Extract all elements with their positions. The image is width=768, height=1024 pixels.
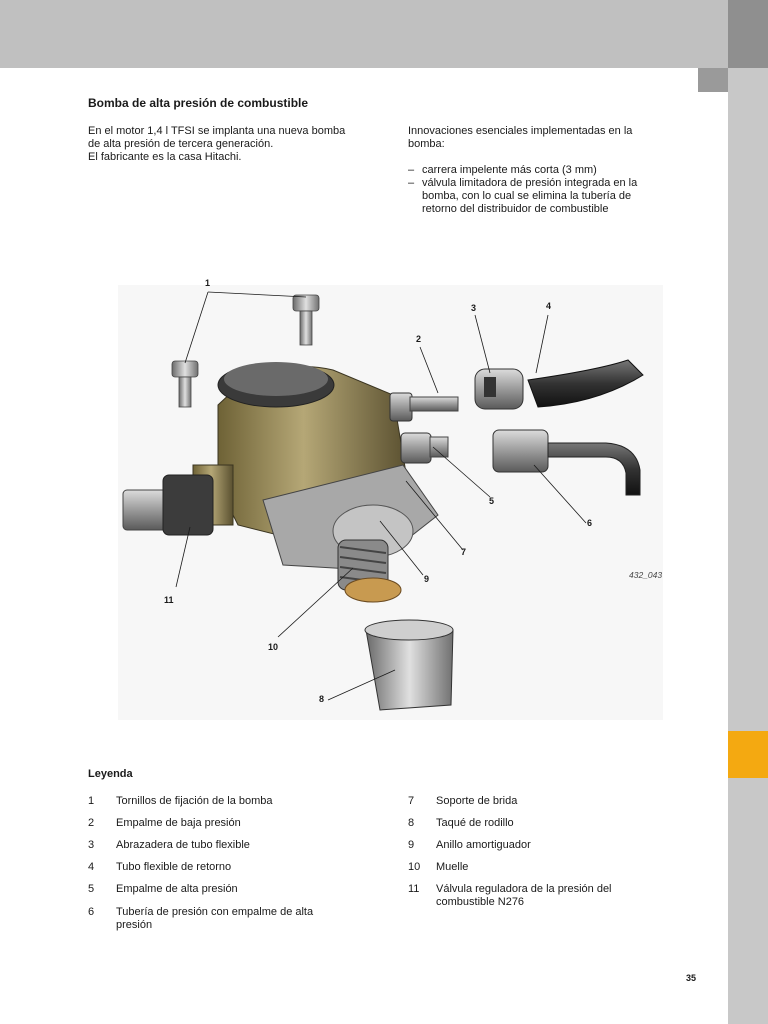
- legend-text: Válvula reguladora de la presión del combustible N276: [436, 883, 612, 908]
- legend-number: 7: [408, 795, 415, 807]
- roller-tappet: [365, 620, 453, 710]
- legend-text: Soporte de brida: [436, 795, 518, 807]
- pump-illustration: [118, 285, 663, 720]
- dash-bullet: –: [408, 164, 415, 176]
- callout-number: 3: [471, 303, 477, 313]
- page-title: Bomba de alta presión de combustible: [88, 96, 309, 110]
- callout-number: 6: [587, 518, 593, 528]
- intro-line: de alta presión de tercera generación.: [88, 138, 274, 150]
- callout-number: 11: [164, 595, 174, 605]
- legend-number: 9: [408, 839, 415, 851]
- legend-item: [88, 906, 388, 932]
- legend-text: Tornillos de fijación de la bomba: [116, 795, 273, 807]
- legend-text: Muelle: [436, 861, 469, 873]
- innovations-list: [408, 164, 698, 216]
- legend-item: [88, 861, 388, 874]
- intro-line: En el motor 1,4 l TFSI se implanta una nueva bomba: [88, 125, 346, 137]
- header-bar: [0, 0, 728, 68]
- callout-number: 10: [268, 642, 279, 652]
- legend-item: [88, 817, 388, 830]
- tab-marker: [698, 68, 728, 92]
- damping-ring: [345, 578, 401, 602]
- page-number: 35: [686, 973, 697, 983]
- side-strip: [728, 68, 768, 1024]
- legend-text: Abrazadera de tubo flexible: [116, 839, 250, 851]
- legend-text: Tubería de presión con empalme de alta presión: [116, 906, 314, 931]
- legend-number: 8: [408, 817, 415, 829]
- callout-number: 7: [461, 547, 467, 557]
- header-bar-corner: [728, 0, 768, 68]
- callout-number: 2: [416, 334, 422, 344]
- legend-number: 6: [88, 906, 95, 918]
- hose-clamp: [475, 369, 523, 409]
- callout-number: 5: [489, 496, 495, 506]
- legend-text: Anillo amortiguador: [436, 839, 531, 851]
- legend-number: 11: [408, 883, 420, 895]
- callout-number: 8: [319, 694, 325, 704]
- figure-id: 432_043: [629, 570, 663, 580]
- callout-number: 4: [546, 301, 552, 311]
- intro-text: [88, 125, 388, 164]
- legend-item: [408, 839, 708, 852]
- legend-number: 4: [88, 861, 95, 873]
- innovations-block: [408, 125, 698, 216]
- chapter-tab[interactable]: [728, 731, 768, 778]
- legend-text: Tubo flexible de retorno: [116, 861, 232, 873]
- legend-item: [88, 795, 388, 808]
- callout-number: 9: [424, 574, 430, 584]
- legend-item: [408, 795, 708, 808]
- legend-number: 1: [88, 795, 95, 807]
- legend-item: [408, 883, 708, 909]
- innovations-heading: Innovaciones esenciales implementadas en la bomba:: [408, 125, 633, 150]
- legend-text: Empalme de alta presión: [116, 883, 238, 895]
- legend-item: [88, 839, 388, 852]
- legend-number: 10: [408, 861, 421, 873]
- legend-number: 2: [88, 817, 95, 829]
- legend-item: [88, 883, 388, 896]
- innovation-item: – carrera impelente más corta (3 mm): [408, 164, 597, 176]
- legend-item: [408, 861, 708, 874]
- dash-bullet: –: [408, 177, 415, 189]
- legend-text: Empalme de baja presión: [116, 817, 241, 829]
- intro-line: El fabricante es la casa Hitachi.: [88, 151, 242, 163]
- legend-item: [408, 817, 708, 830]
- innovation-item: – válvula limitadora de presión integrada en la bomba, con lo cual se elimina la tubería de retorno del distribuidor de combustible: [408, 177, 638, 215]
- callout-number: 1: [205, 278, 211, 288]
- legend-text: Taqué de rodillo: [436, 817, 514, 829]
- legend-title: Leyenda: [88, 768, 133, 780]
- legend-number: 3: [88, 839, 95, 851]
- legend-number: 5: [88, 883, 95, 895]
